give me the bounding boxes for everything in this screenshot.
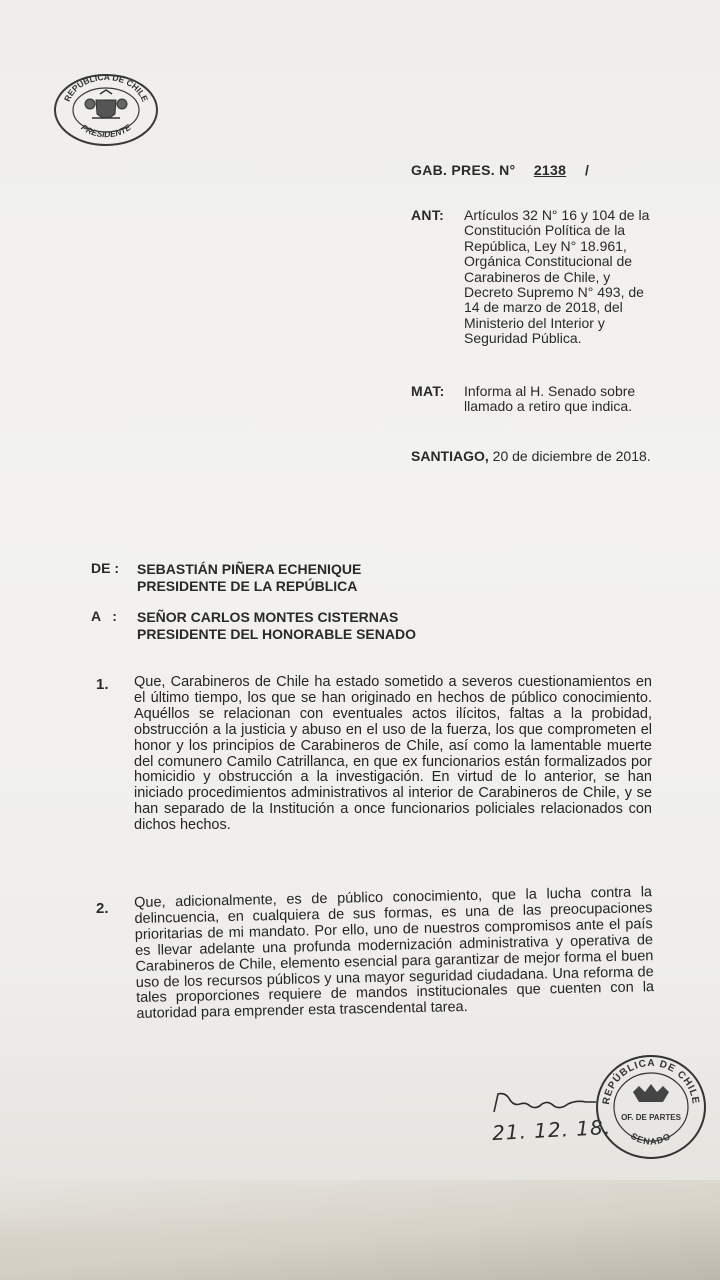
page-shadow (0, 1180, 720, 1280)
paragraph-1: Que, Carabineros de Chile ha estado sometido a severos cuestionamientos en el último tiempo, los que se han originado en hechos de público conocimiento. Aquéllos se relacionan con eventuales actos ilícitos, faltas a la probidad, obstrucción a la justicia y abuso en el uso de la fuerza, los que comprometen el honor y los principios de Carabineros de Chile, así como la lamentable muerte del comunero Camilo Catrillanca, en que ex funcionarios están formalizados por homicidio y obstrucción a la investigación. En virtud de lo anterior, se han iniciado procedimientos administrativos al interior de Carabineros de Chile, y se han separado de la Institución a once funcionarios policiales relacionados con dichos hechos. (134, 674, 652, 834)
from-title: PRESIDENTE DE LA REPÚBLICA (137, 577, 358, 594)
place-date (411, 448, 651, 464)
gab-pres-number: 2138 (533, 162, 567, 178)
stamp-bottom-text: SENADO (629, 1130, 673, 1147)
handwritten-signature (490, 1088, 600, 1118)
gab-pres-suffix: / (585, 162, 590, 178)
stamp-middle-text: OF. DE PARTES (621, 1113, 681, 1122)
paragraph-number-1: 1. (96, 676, 109, 693)
to-title: PRESIDENTE DEL HONORABLE SENADO (137, 625, 416, 642)
seal-bottom-text: PRESIDENTE (79, 122, 133, 140)
to-block (137, 609, 416, 642)
svg-text:PRESIDENTE (79, 122, 132, 139)
coat-of-arms-icon (85, 90, 127, 118)
mat-label: MAT: (411, 383, 445, 399)
gab-pres-label: GAB. PRES. N° (411, 162, 516, 178)
date-text: 20 de diciembre de 2018. (492, 448, 651, 464)
from-block (137, 561, 361, 594)
svg-text:SENADO (629, 1131, 673, 1147)
paragraph-number-2: 2. (96, 900, 109, 917)
place-label: SANTIAGO, (411, 448, 489, 464)
stamp-emblem-icon (633, 1084, 669, 1102)
from-label: DE : (91, 560, 119, 576)
mat-text: Informa al H. Senado sobre llamado a retiro que indica. (464, 383, 636, 415)
ant-label: ANT: (411, 207, 445, 223)
to-label: A : (91, 608, 117, 624)
presidential-seal (52, 72, 160, 148)
stamp-top-text: REPÚBLICA DE CHILE (601, 1057, 701, 1106)
handwritten-date: 21. 12. 18. (491, 1114, 612, 1146)
from-name: SEBASTIÁN PIÑERA ECHENIQUE (137, 561, 362, 577)
paragraph-2: Que, adicionalmente, es de público conocimiento, que la lucha contra la delincuencia, en cualquiera de sus formas, es una de las preocupaciones prioritarias de mi mandato. Por ello, uno de nuestros compromisos ante el país es llevar adelante una profunda modernización administrativa y operativa de Carabineros de Chile, elemento esencial para garantizar de mejor forma el buen uso de los recursos públicos y una mayor seguridad ciudadana. Una reforma de tales proporciones requiere de mandos institucionales que cuenten con la autoridad para emprender esta trascendental tarea. (133, 884, 655, 1023)
ant-text: Artículos 32 N° 16 y 104 de la Constitución Política de la República, Ley N° 18.961, Orgánica Constitucional de Carabineros de Chile, y Decreto Supremo N° 493, de 14 de marzo de 2018, del Ministerio del Interior y Seguridad Pública. (464, 207, 650, 347)
to-name: SEÑOR CARLOS MONTES CISTERNAS (137, 609, 399, 625)
seal-top-text: REPÚBLICA DE CHILE (61, 72, 151, 104)
senate-stamp (593, 1052, 709, 1162)
